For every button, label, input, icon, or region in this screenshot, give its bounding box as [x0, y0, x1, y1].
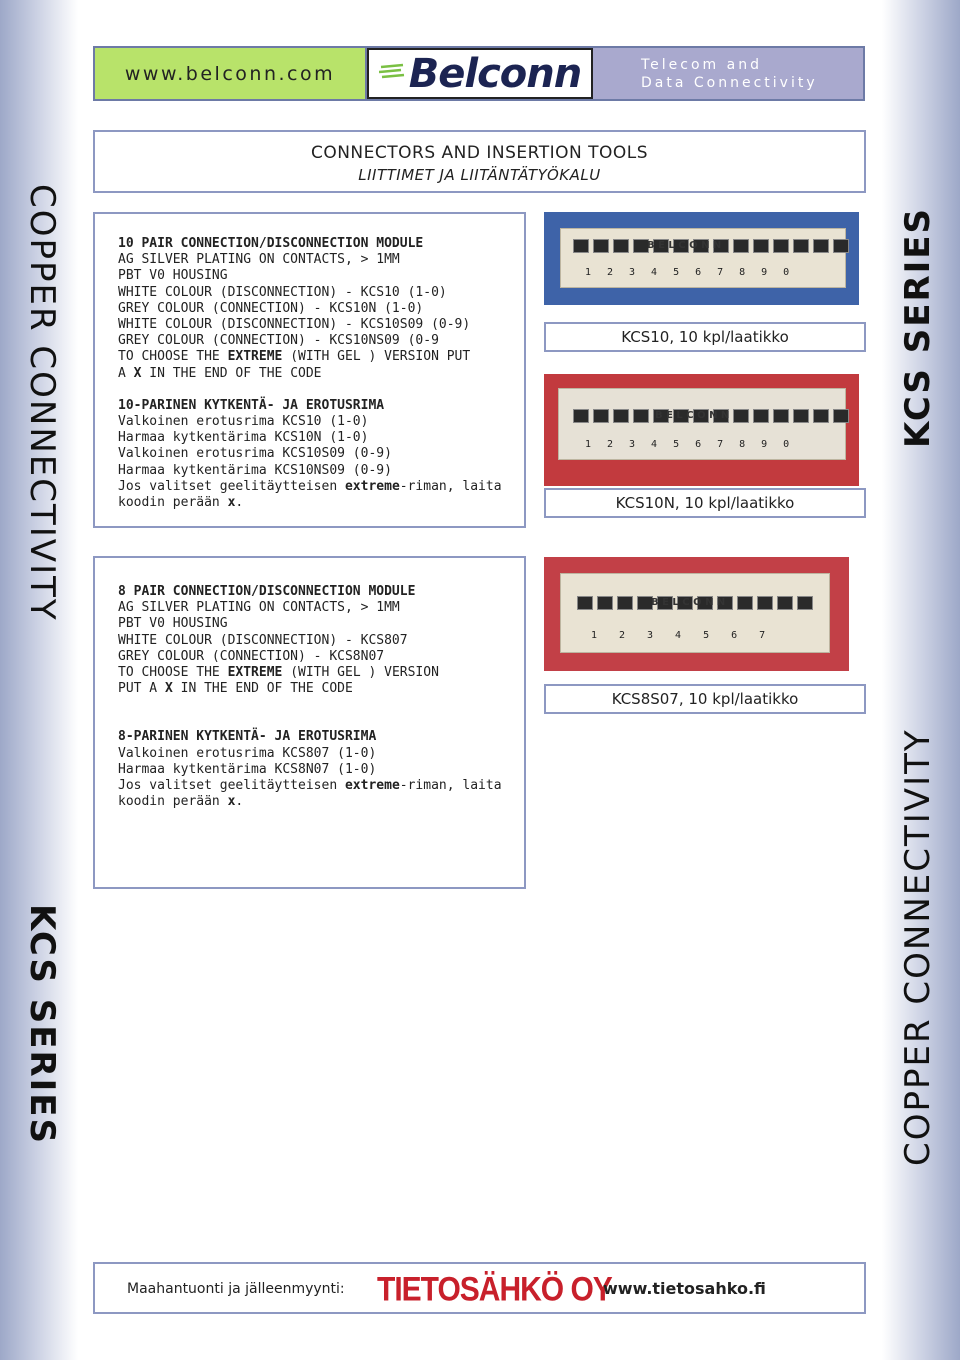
module-digits: 1234567890 [585, 267, 806, 278]
module-body [558, 388, 846, 460]
logo-swoosh-icon [379, 61, 405, 87]
box2-fi-note: Jos valitset geelitäytteisen extreme-riman, laita [118, 778, 502, 794]
product-box-10-pair [93, 212, 526, 528]
box1-fi-line: Valkoinen erotusrima KCS10S09 (0-9) [118, 446, 392, 462]
belconn-logo [367, 48, 593, 99]
website-link[interactable]: www.belconn.com [95, 48, 367, 99]
module-digits: 1234567890 [585, 439, 806, 450]
box2-choose-line: TO CHOOSE THE EXTREME (WITH GEL ) VERSION [118, 665, 439, 681]
footer-label: Maahantuonti ja jälleenmyynti: [127, 1281, 345, 1297]
box1-choose-line2: A X IN THE END OF THE CODE [118, 365, 322, 381]
box1-line: PBT V0 HOUSING [118, 268, 228, 284]
side-label-copper-left: COPPER CONNECTIVITY [22, 184, 62, 622]
box2-fi-line: Valkoinen erotusrima KCS807 (1-0) [118, 745, 377, 761]
box1-line: GREY COLOUR (CONNECTION) - KCS10N (1-0) [118, 300, 424, 316]
box2-choose-line2: PUT A X IN THE END OF THE CODE [118, 681, 353, 697]
caption-kcs8s07: KCS8S07, 10 kpl/laatikko [544, 684, 866, 714]
box1-choose-line: TO CHOOSE THE EXTREME (WITH GEL ) VERSION PUT [118, 349, 471, 365]
module-body [560, 573, 830, 653]
box2-line: AG SILVER PLATING ON CONTACTS, > 1MM [118, 600, 400, 616]
box1-line: AG SILVER PLATING ON CONTACTS, > 1MM [118, 252, 400, 268]
tagline [593, 48, 863, 99]
product-photo-kcs10n [544, 374, 859, 486]
box2-fi-heading: 8-PARINEN KYTKENTÄ- JA EROTUSRIMA [118, 729, 377, 745]
module-brand-label: B E L C O N N [651, 597, 726, 608]
product-box-8-pair [93, 556, 526, 889]
product-photo-kcs10 [544, 212, 859, 305]
header-banner [93, 46, 865, 101]
page-title: CONNECTORS AND INSERTION TOOLS [310, 143, 649, 163]
title-box [93, 130, 866, 193]
footer [93, 1262, 866, 1314]
product-photo-kcs8s07 [544, 557, 849, 671]
box1-fi-line: Valkoinen erotusrima KCS10 (1-0) [118, 414, 369, 430]
box2-fi-line: Harmaa kytkentärima KCS8N07 (1-0) [118, 761, 377, 777]
tietosahko-logo: TIETOSÄHKÖ OY [377, 1270, 612, 1309]
box1-fi-line: Harmaa kytkentärima KCS10N (1-0) [118, 430, 369, 446]
box2-line: WHITE COLOUR (DISCONNECTION) - KCS807 [118, 632, 408, 648]
box1-fi-note: Jos valitset geelitäytteisen extreme-riman, laita [118, 478, 502, 494]
box2-line: PBT V0 HOUSING [118, 616, 228, 632]
box2-line: GREY COLOUR (CONNECTION) - KCS8N07 [118, 648, 385, 664]
footer-url-link[interactable]: www.tietosahko.fi [603, 1279, 766, 1298]
page-subtitle: LIITTIMET JA LIITÄNTÄTYÖKALU [358, 166, 601, 184]
box1-fi-heading: 10-PARINEN KYTKENTÄ- JA EROTUSRIMA [118, 397, 385, 413]
box2-fi-note2: koodin perään x. [118, 794, 244, 810]
side-label-copper-right: COPPER CONNECTIVITY [898, 728, 938, 1166]
box1-line: WHITE COLOUR (DISCONNECTION) - KCS10S09 (0-9) [118, 317, 471, 333]
box1-fi-note2: koodin perään x. [118, 495, 244, 511]
module-digits: 1234567 [591, 630, 788, 641]
box1-line: WHITE COLOUR (DISCONNECTION) - KCS10 (1-0) [118, 284, 447, 300]
box1-line: GREY COLOUR (CONNECTION) - KCS10NS09 (0-9 [118, 333, 439, 349]
box2-heading: 8 PAIR CONNECTION/DISCONNECTION MODULE [118, 584, 416, 599]
side-label-kcs-left: KCS SERIES [22, 904, 62, 1145]
tagline-line1: Telecom and [641, 56, 762, 73]
module-brand-label: B E L C O N N [655, 410, 730, 421]
tagline-line2: Data Connectivity [641, 74, 818, 91]
box1-fi-line: Harmaa kytkentärima KCS10NS09 (0-9) [118, 462, 392, 478]
logo-text: Belconn [408, 50, 582, 97]
caption-kcs10n: KCS10N, 10 kpl/laatikko [544, 488, 866, 518]
module-body [560, 228, 846, 288]
caption-kcs10: KCS10, 10 kpl/laatikko [544, 322, 866, 352]
module-brand-label: B E L C O N N [647, 240, 722, 251]
side-label-kcs-right: KCS SERIES [898, 207, 938, 448]
box1-heading: 10 PAIR CONNECTION/DISCONNECTION MODULE [118, 236, 424, 251]
